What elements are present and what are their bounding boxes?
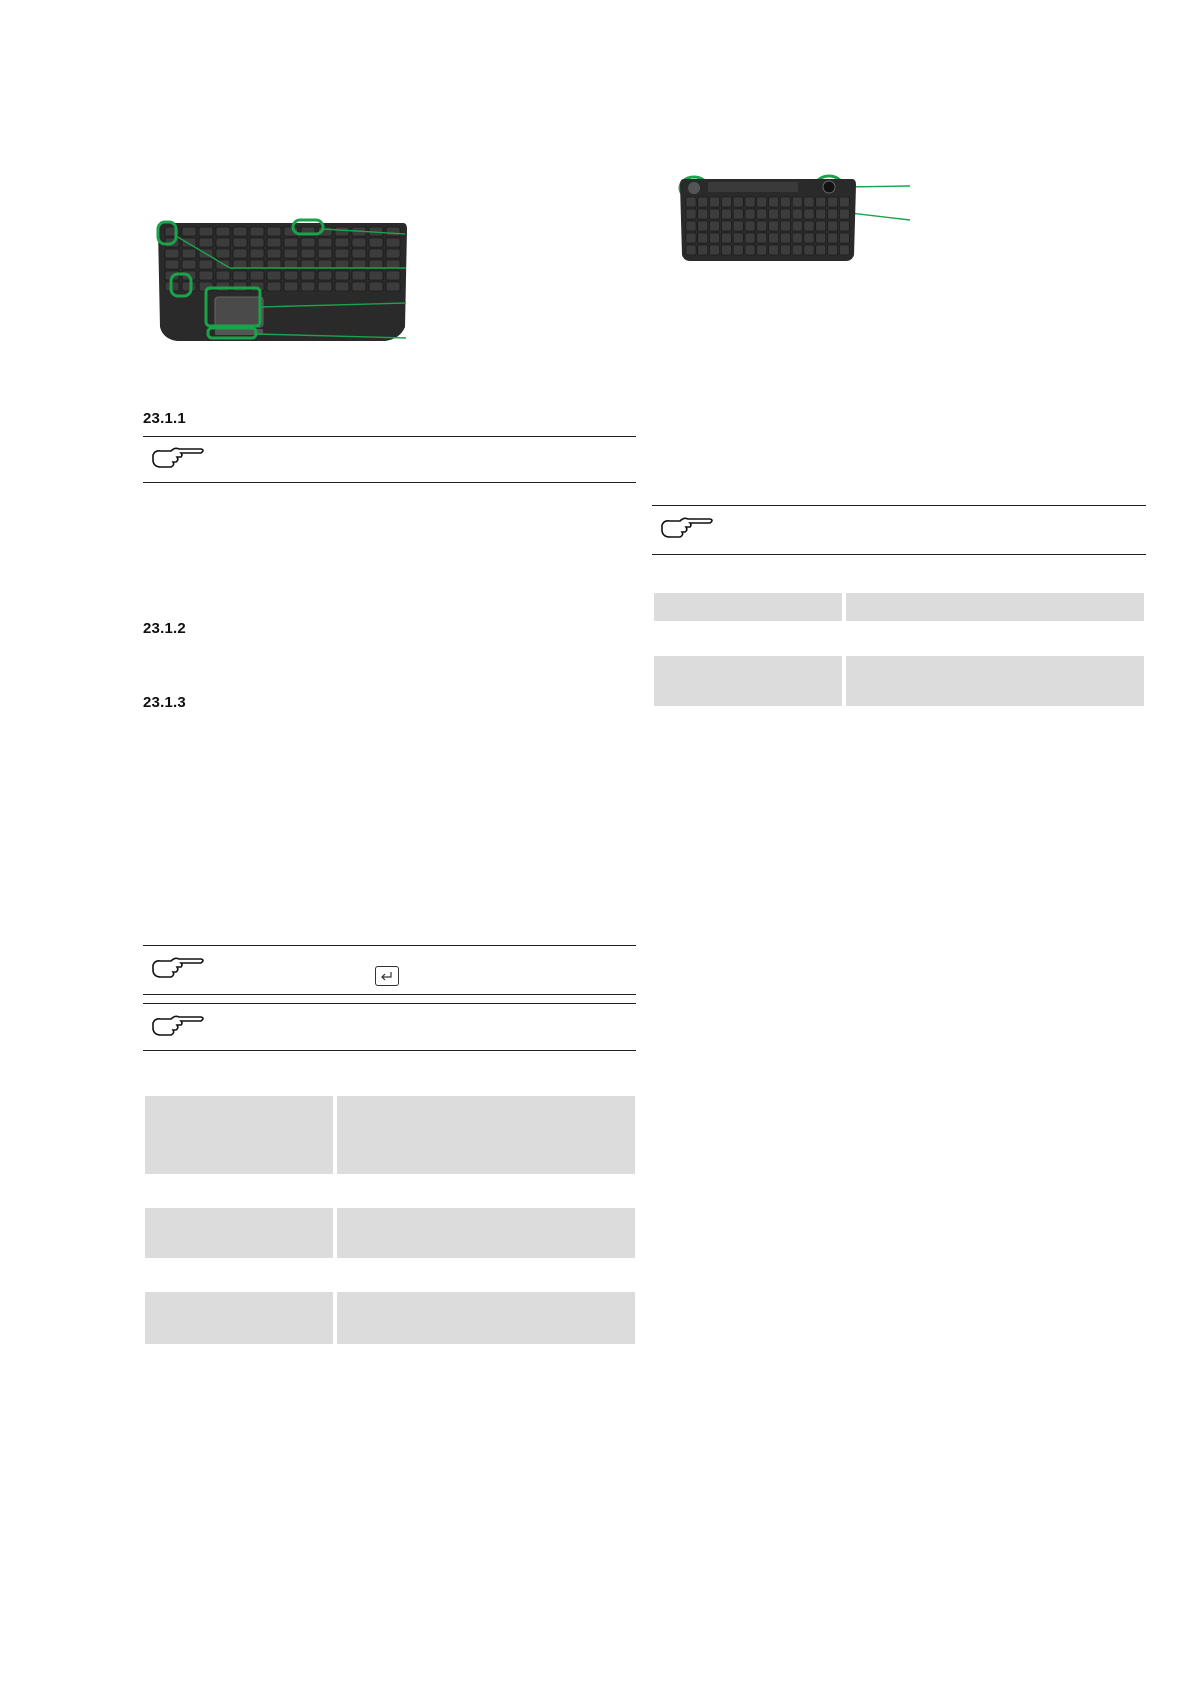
pointing-hand-icon [149, 1013, 209, 1043]
note-box-2 [143, 945, 636, 995]
table-cell [145, 1292, 333, 1344]
section-heading-23-1-1: 23.1.1 [143, 410, 186, 427]
table-cell [654, 656, 842, 706]
enter-key-icon [375, 966, 399, 986]
section-heading-23-1-3: 23.1.3 [143, 694, 186, 711]
left-callouts [0, 0, 1191, 400]
pointing-hand-icon [658, 515, 718, 545]
table-cell [846, 593, 1144, 621]
table-cell [337, 1096, 635, 1174]
keyboard-trackball-figure [678, 175, 858, 263]
pointing-hand-icon [149, 445, 209, 475]
note-box-1 [143, 436, 636, 483]
table-cell [846, 656, 1144, 706]
right-table [654, 593, 1144, 708]
keyboard-trackball-image [678, 175, 858, 263]
table-cell [337, 1208, 635, 1258]
table-cell [145, 1096, 333, 1174]
table-cell [145, 1208, 333, 1258]
table-cell [337, 1292, 635, 1344]
section-heading-23-1-2: 23.1.2 [143, 620, 186, 637]
note-box-4 [652, 505, 1146, 555]
table-cell [654, 593, 842, 621]
left-table [145, 1096, 635, 1346]
note-box-3 [143, 1003, 636, 1051]
pointing-hand-icon [149, 955, 209, 985]
